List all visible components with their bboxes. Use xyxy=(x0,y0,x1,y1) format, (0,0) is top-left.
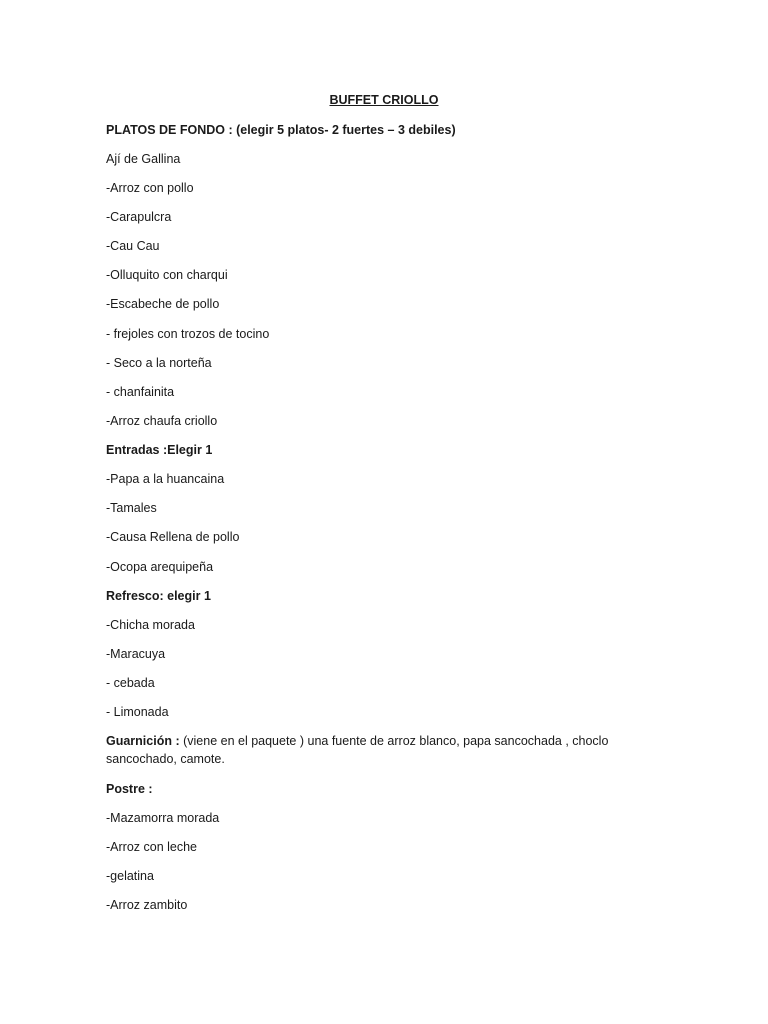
refresco-heading: Refresco: elegir 1 xyxy=(106,589,211,603)
refresco-item: - cebada xyxy=(106,676,155,690)
platos-item: -Olluquito con charqui xyxy=(106,268,228,282)
guarnicion-paragraph xyxy=(106,732,626,768)
postre-item: -gelatina xyxy=(106,869,154,883)
platos-item: -Escabeche de pollo xyxy=(106,297,220,311)
entradas-item: -Causa Rellena de pollo xyxy=(106,530,240,544)
entradas-item: -Papa a la huancaina xyxy=(106,472,225,486)
platos-item: - chanfainita xyxy=(106,385,175,399)
guarnicion-label: Guarnición : xyxy=(106,734,180,748)
entradas-item: -Ocopa arequipeña xyxy=(106,560,214,574)
postre-item: -Arroz zambito xyxy=(106,898,188,912)
refresco-item: -Chicha morada xyxy=(106,618,195,632)
platos-item: - frejoles con trozos de tocino xyxy=(106,327,270,341)
platos-item: - Seco a la norteña xyxy=(106,356,212,370)
platos-item: -Arroz chaufa criollo xyxy=(106,414,218,428)
refresco-item: - Limonada xyxy=(106,705,169,719)
refresco-item: -Maracuya xyxy=(106,647,166,661)
postre-item: -Mazamorra morada xyxy=(106,811,220,825)
guarnicion-text: (viene en el paquete ) una fuente de arroz blanco, papa sancochada , choclo sancochado, camote. xyxy=(106,734,609,766)
platos-heading: PLATOS DE FONDO : (elegir 5 platos- 2 fuertes – 3 debiles) xyxy=(106,123,456,137)
postre-item: -Arroz con leche xyxy=(106,840,198,854)
document-title: BUFFET CRIOLLO xyxy=(329,93,439,107)
platos-item: -Cau Cau xyxy=(106,239,160,253)
platos-item: -Arroz con pollo xyxy=(106,181,194,195)
entradas-heading: Entradas :Elegir 1 xyxy=(106,443,213,457)
platos-item: -Carapulcra xyxy=(106,210,172,224)
postre-heading: Postre : xyxy=(106,782,153,796)
platos-item: Ají de Gallina xyxy=(106,152,181,166)
entradas-item: -Tamales xyxy=(106,501,157,515)
